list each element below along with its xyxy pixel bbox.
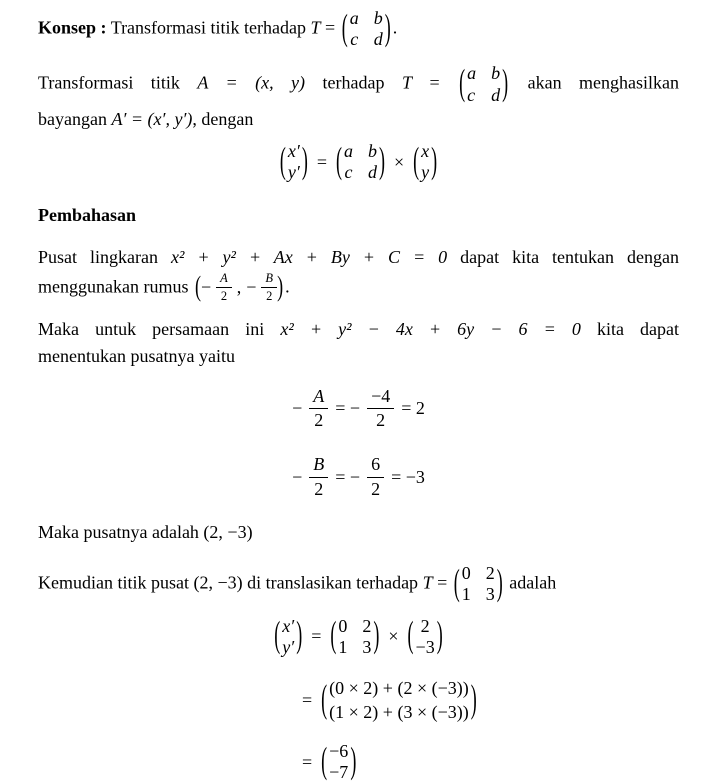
var-T: T xyxy=(401,72,412,93)
fraction-B-over-2 xyxy=(309,454,328,500)
matrix-cell: d xyxy=(491,84,501,105)
fraction-denominator: 2 xyxy=(266,289,273,304)
equals-sign: = xyxy=(311,626,322,647)
left-paren-icon: ( xyxy=(413,139,420,181)
paragraph-pusat-line1 xyxy=(38,244,679,271)
result-value: = 2 xyxy=(401,398,425,419)
matrix-cell: 1 xyxy=(461,584,471,605)
text-segment: , dengan xyxy=(192,108,254,129)
equation-expansion xyxy=(302,677,679,724)
vector-cell: y′ xyxy=(282,636,295,657)
paragraph-pusat-line2 xyxy=(38,271,679,305)
left-paren-icon: ( xyxy=(330,614,337,656)
paragraph-persamaan-line1 xyxy=(38,316,679,343)
vector-entries xyxy=(419,141,431,183)
vector-cell: x′ xyxy=(282,615,295,636)
fraction-6-over-2 xyxy=(367,454,384,500)
left-paren-icon: ( xyxy=(194,270,201,303)
paragraph-transformasi-line2 xyxy=(38,106,679,133)
paragraph-pusatnya xyxy=(38,519,679,546)
right-paren-icon: ) xyxy=(378,139,385,181)
right-paren-icon: ) xyxy=(350,739,357,781)
equation-general-transform xyxy=(38,141,679,183)
column-vector-expansion xyxy=(321,677,477,724)
equals-minus: = − xyxy=(335,466,361,487)
matrix-entries xyxy=(336,616,373,658)
fraction-numerator: B xyxy=(261,271,277,289)
fraction-B-over-2 xyxy=(261,271,277,305)
minus-sign: − xyxy=(246,277,257,298)
konsep-text: Transformasi titik terhadap xyxy=(110,17,307,38)
matrix-cell: 0 xyxy=(338,615,348,636)
column-vector-xy xyxy=(413,141,437,183)
fraction-numerator: A xyxy=(216,271,232,289)
matrix-cell: d xyxy=(373,29,383,50)
paragraph-transformasi xyxy=(38,63,679,132)
vector-entries xyxy=(280,616,296,658)
matrix-cell: 3 xyxy=(362,636,372,657)
equation-translation xyxy=(38,616,679,658)
center-formula xyxy=(195,271,283,305)
column-vector-xy-prime xyxy=(280,141,308,183)
matrix-entries xyxy=(342,141,379,183)
left-paren-icon: ( xyxy=(459,61,466,103)
vector-cell: −6 xyxy=(329,740,349,761)
vector-cell: x xyxy=(421,140,430,161)
fraction-A-over-2 xyxy=(309,386,328,432)
right-paren-icon: ) xyxy=(436,614,443,656)
vector-entries xyxy=(414,616,437,658)
math-A-prime: A′ = (x′, y′) xyxy=(111,108,193,129)
matrix-entries xyxy=(348,8,385,50)
right-paren-icon: ) xyxy=(384,6,391,48)
vector-cell: (0 × 2) + (2 × (−3)) xyxy=(329,678,469,699)
right-paren-icon: ) xyxy=(431,139,438,181)
matrix-cell: b xyxy=(491,63,501,84)
heading-pembahasan: Pembahasan xyxy=(38,205,137,226)
comma: , xyxy=(236,277,242,298)
times-sign: × xyxy=(393,151,405,172)
equals-minus: = − xyxy=(335,398,361,419)
text-segment: menentukan pusatnya yaitu xyxy=(38,345,235,366)
equation-center-y xyxy=(38,454,679,500)
left-paren-icon: ( xyxy=(341,6,348,48)
vector-cell: 2 xyxy=(420,615,430,636)
math-A-xy: A = (x, y) xyxy=(197,72,306,93)
matrix-cell: a xyxy=(343,140,353,161)
column-vector-xy-prime xyxy=(274,616,302,658)
matrix-entries xyxy=(465,63,502,105)
minus-sign: − xyxy=(200,277,212,298)
vector-cell: x′ xyxy=(287,140,300,161)
left-paren-icon: ( xyxy=(453,561,460,603)
text-segment: Maka pusatnya adalah (2, −3) xyxy=(38,522,253,543)
paragraph-pusat-lingkaran xyxy=(38,244,679,305)
text-segment: akan menghasilkan xyxy=(527,72,680,93)
matrix-abcd xyxy=(459,63,508,105)
right-paren-icon: ) xyxy=(301,139,308,181)
paragraph-translasi xyxy=(38,563,679,605)
text-segment: bayangan xyxy=(38,108,107,129)
right-paren-icon: ) xyxy=(496,561,503,603)
period: . xyxy=(392,17,398,38)
matrix-cell: 2 xyxy=(485,563,495,584)
matrix-cell: c xyxy=(350,29,359,50)
var-T: T xyxy=(422,572,433,593)
fraction-denominator: 2 xyxy=(376,410,386,431)
paragraph-persamaan-line2 xyxy=(38,343,679,370)
konsep-label: Konsep : xyxy=(38,17,107,38)
right-paren-icon: ) xyxy=(296,614,303,656)
vector-cell: y′ xyxy=(287,162,300,183)
text-segment: Maka untuk persamaan ini xyxy=(38,318,265,339)
matrix-cell: a xyxy=(467,63,477,84)
right-paren-icon: ) xyxy=(373,614,380,656)
fraction-numerator: −4 xyxy=(367,386,394,410)
matrix-abcd xyxy=(342,8,391,50)
minus-sign: − xyxy=(292,398,303,419)
fraction-denominator: 2 xyxy=(314,478,324,499)
text-segment: kita dapat xyxy=(596,318,680,339)
paragraph-konsep xyxy=(38,8,679,50)
text-segment: Kemudian titik pusat (2, −3) di translasikan terhadap xyxy=(38,572,419,593)
right-paren-icon: ) xyxy=(277,270,284,303)
matrix-cell: a xyxy=(349,8,359,28)
fraction-denominator: 2 xyxy=(220,289,228,304)
matrix-cell: b xyxy=(373,8,383,28)
times-sign: × xyxy=(388,626,399,647)
math-circle-specific: x² + y² − 4x + 6y − 6 = 0 xyxy=(280,318,581,339)
left-paren-icon: ( xyxy=(321,739,328,781)
result-value: = −3 xyxy=(391,466,425,487)
text-segment: Pusat lingkaran xyxy=(38,246,158,267)
matrix-cell: c xyxy=(344,162,353,183)
fraction-neg4-over-2 xyxy=(367,386,394,432)
vector-cell: −3 xyxy=(415,636,435,657)
left-paren-icon: ( xyxy=(335,139,342,181)
equals-sign: = xyxy=(437,572,448,593)
left-paren-icon: ( xyxy=(321,676,328,721)
vector-cell: −7 xyxy=(329,762,349,783)
equation-result xyxy=(302,741,679,783)
matrix-0213 xyxy=(454,563,503,605)
matrix-cell: b xyxy=(367,140,377,161)
matrix-cell: 3 xyxy=(485,584,495,605)
left-paren-icon: ( xyxy=(274,614,281,656)
matrix-cell: c xyxy=(467,84,476,105)
center-formula-body xyxy=(201,271,277,305)
left-paren-icon: ( xyxy=(407,614,414,656)
column-vector-result xyxy=(321,741,356,783)
vector-entries xyxy=(327,677,471,724)
matrix-cell: 1 xyxy=(338,636,348,657)
equals-sign: = xyxy=(302,751,313,772)
matrix-cell: 0 xyxy=(461,563,471,584)
fraction-numerator: A xyxy=(309,386,328,410)
minus-sign: − xyxy=(292,466,303,487)
vector-cell: (1 × 2) + (3 × (−3)) xyxy=(329,701,469,722)
fraction-A-over-2 xyxy=(216,271,232,305)
fraction-numerator: 6 xyxy=(367,454,384,478)
text-segment: adalah xyxy=(509,572,557,593)
column-vector-2-neg3 xyxy=(408,616,443,658)
var-T: T xyxy=(310,17,321,38)
matrix-cell: d xyxy=(367,162,377,183)
equals-sign: = xyxy=(302,690,313,711)
matrix-entries xyxy=(460,563,497,605)
matrix-0213 xyxy=(330,616,379,658)
fraction-numerator: B xyxy=(309,454,328,478)
text-segment: terhadap xyxy=(322,72,385,93)
right-paren-icon: ) xyxy=(470,676,477,721)
text-segment: dapat kita tentukan dengan xyxy=(460,246,680,267)
text-segment: Transformasi titik xyxy=(38,72,180,93)
equals-sign: = xyxy=(316,151,327,172)
matrix-cell: 2 xyxy=(362,615,372,636)
math-circle-general: x² + y² + Ax + By + C = 0 xyxy=(170,246,448,267)
equals-sign: = xyxy=(325,17,336,38)
text-segment: menggunakan rumus xyxy=(38,275,189,296)
equation-center-x xyxy=(38,386,679,432)
fraction-denominator: 2 xyxy=(371,478,381,499)
vector-cell: y xyxy=(421,162,430,183)
right-paren-icon: ) xyxy=(502,61,509,103)
fraction-denominator: 2 xyxy=(314,410,324,431)
left-paren-icon: ( xyxy=(279,139,286,181)
paragraph-transformasi-line1 xyxy=(38,63,679,105)
vector-entries xyxy=(286,141,302,183)
paragraph-persamaan xyxy=(38,316,679,370)
equals-sign: = xyxy=(429,72,440,93)
period: . xyxy=(285,275,290,296)
matrix-abcd xyxy=(336,141,385,183)
vector-entries xyxy=(327,741,350,783)
